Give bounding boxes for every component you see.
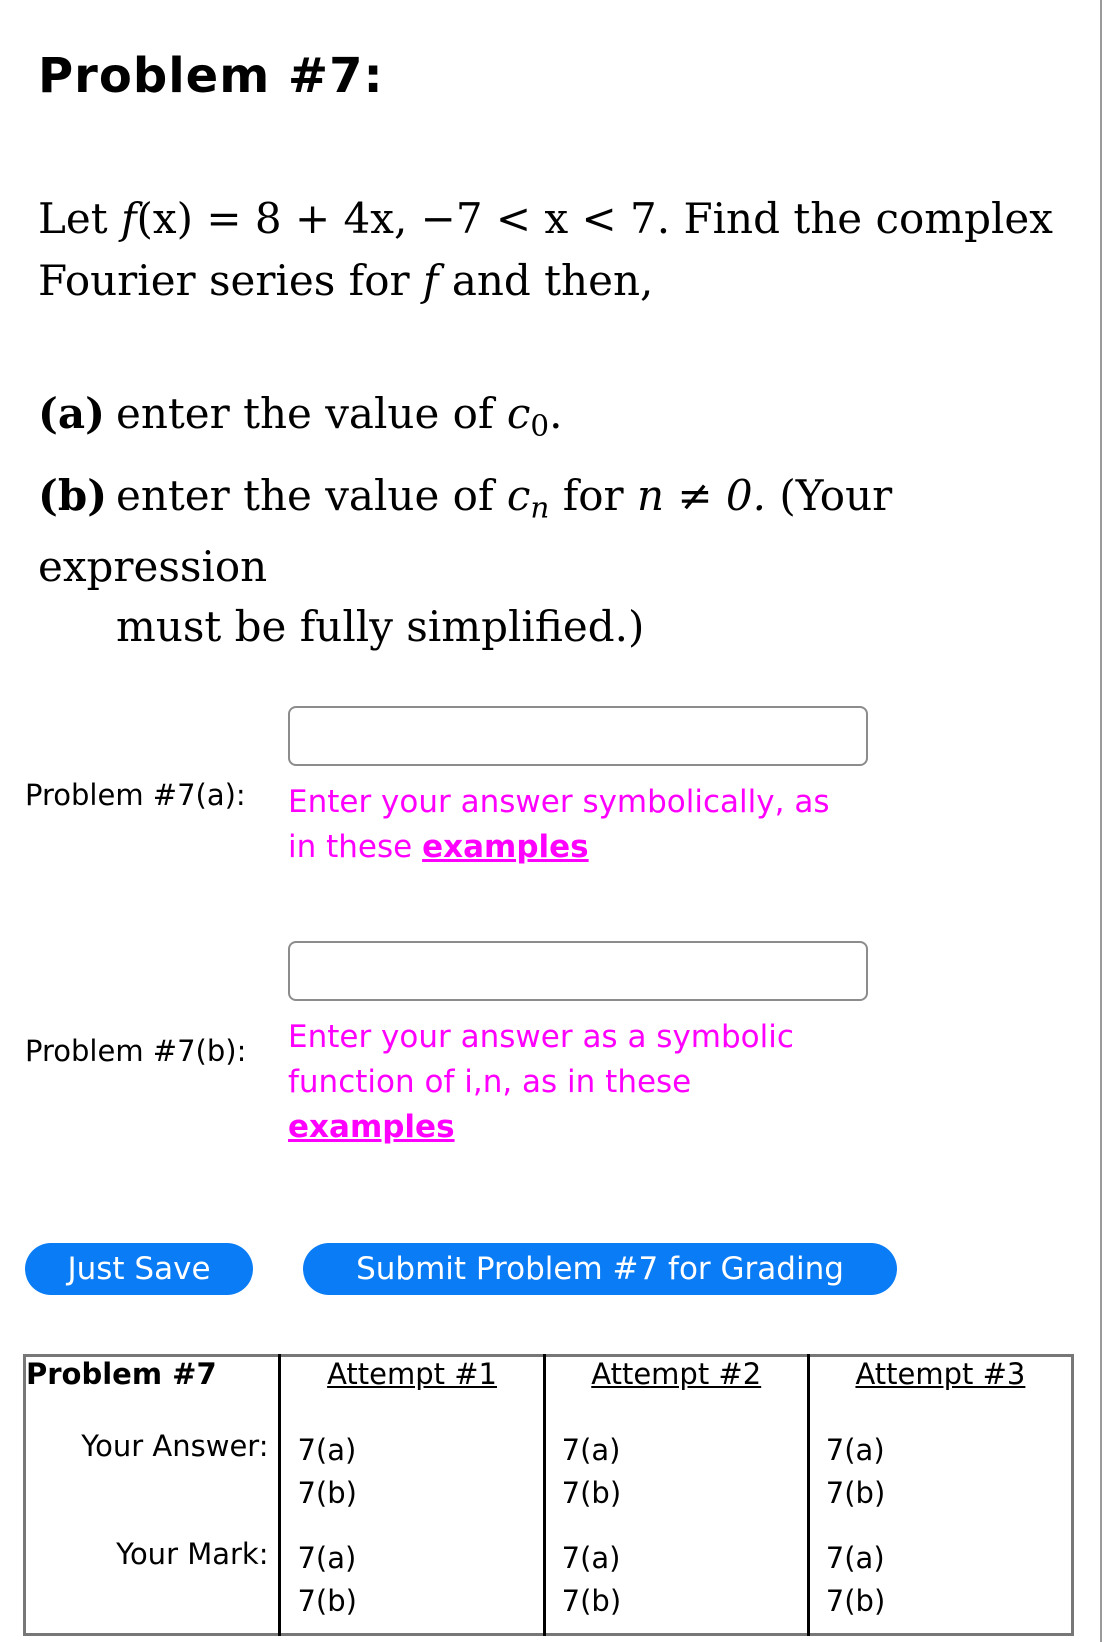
- coefficient-symbol: c: [506, 471, 531, 520]
- page-right-border: [1100, 0, 1102, 1642]
- part-b-instruction: [38, 466, 1068, 657]
- entry-7b: 7(b): [825, 1584, 886, 1618]
- attempt-1-link[interactable]: Attempt #1: [327, 1357, 498, 1391]
- entry-7a: 7(a): [297, 1541, 357, 1575]
- part-b-text: (Your expression: [38, 471, 893, 592]
- answer-7a-hint: [288, 780, 848, 870]
- table-row: [25, 1421, 1073, 1537]
- attempt-3-link[interactable]: Attempt #3: [855, 1357, 1026, 1391]
- part-a-label: (a): [38, 389, 105, 438]
- entry-7a: 7(a): [297, 1433, 357, 1467]
- part-b-text: must be fully simplified.): [116, 602, 645, 652]
- function-name: f: [422, 256, 439, 305]
- hint-text: Enter your answer as a symbolic function of i,n, as in these: [288, 1019, 794, 1100]
- problem-title: Problem #7:: [38, 48, 384, 104]
- function-domain: −7 < x < 7.: [420, 194, 671, 243]
- statement-text: and then,: [451, 256, 654, 305]
- function-name: f: [120, 194, 137, 243]
- your-answer-label: Your Answer:: [25, 1421, 280, 1537]
- function-arg: (x): [136, 194, 193, 243]
- table-row: [25, 1537, 1073, 1635]
- coefficient-symbol: c: [506, 389, 531, 438]
- coefficient-subscript: n: [530, 490, 550, 525]
- part-a-instruction: [38, 384, 562, 455]
- period: .: [549, 389, 563, 438]
- entry-7a: 7(a): [561, 1541, 621, 1575]
- examples-link[interactable]: examples: [422, 829, 589, 865]
- entry-7b: 7(b): [825, 1476, 886, 1510]
- table-header-row: [25, 1356, 1073, 1422]
- entry-7b: 7(b): [297, 1476, 357, 1510]
- attempt-3-answers: [808, 1421, 1072, 1537]
- part-b-text: for: [562, 471, 624, 520]
- table-corner-label: Problem #7: [25, 1356, 280, 1422]
- problem-statement: [38, 188, 1068, 312]
- entry-7a: 7(a): [825, 1541, 885, 1575]
- attempt-1-answers: [280, 1421, 544, 1537]
- part-b-text: enter the value of: [116, 471, 494, 520]
- just-save-button[interactable]: Just Save: [25, 1243, 253, 1295]
- attempt-2-link[interactable]: Attempt #2: [591, 1357, 762, 1391]
- attempt-header-cell: [544, 1356, 808, 1422]
- entry-7a: 7(a): [561, 1433, 621, 1467]
- entry-7a: 7(a): [825, 1433, 885, 1467]
- hint-text: Enter your answer symbolically, as in these: [288, 784, 830, 865]
- attempt-2-answers: [544, 1421, 808, 1537]
- attempt-header-cell: [808, 1356, 1072, 1422]
- examples-link[interactable]: examples: [288, 1109, 455, 1145]
- answer-7b-label: Problem #7(b):: [25, 1034, 247, 1068]
- statement-text: Let: [38, 194, 108, 243]
- attempt-1-marks: [280, 1537, 544, 1635]
- answer-7b-input[interactable]: [288, 941, 868, 1001]
- entry-7b: 7(b): [561, 1476, 622, 1510]
- answer-7a-label: Problem #7(a):: [25, 778, 246, 812]
- your-mark-label: Your Mark:: [25, 1537, 280, 1635]
- part-b-label: (b): [38, 471, 108, 520]
- entry-7b: 7(b): [561, 1584, 622, 1618]
- attempt-2-marks: [544, 1537, 808, 1635]
- equals-sign: =: [206, 194, 242, 243]
- attempts-table: [23, 1354, 1074, 1636]
- attempt-header-cell: [280, 1356, 544, 1422]
- answer-7b-hint: [288, 1015, 848, 1150]
- statement-text: Find the complex: [683, 194, 1053, 243]
- entry-7b: 7(b): [297, 1584, 357, 1618]
- part-b-condition: n ≠ 0.: [636, 471, 766, 520]
- part-a-text: enter the value of: [116, 389, 494, 438]
- statement-text: Fourier series for: [38, 256, 410, 305]
- answer-7a-input[interactable]: [288, 706, 868, 766]
- submit-grading-button[interactable]: Submit Problem #7 for Grading: [303, 1243, 897, 1295]
- function-expression: 8 + 4x,: [254, 194, 408, 243]
- attempt-3-marks: [808, 1537, 1072, 1635]
- coefficient-subscript: 0: [530, 408, 550, 443]
